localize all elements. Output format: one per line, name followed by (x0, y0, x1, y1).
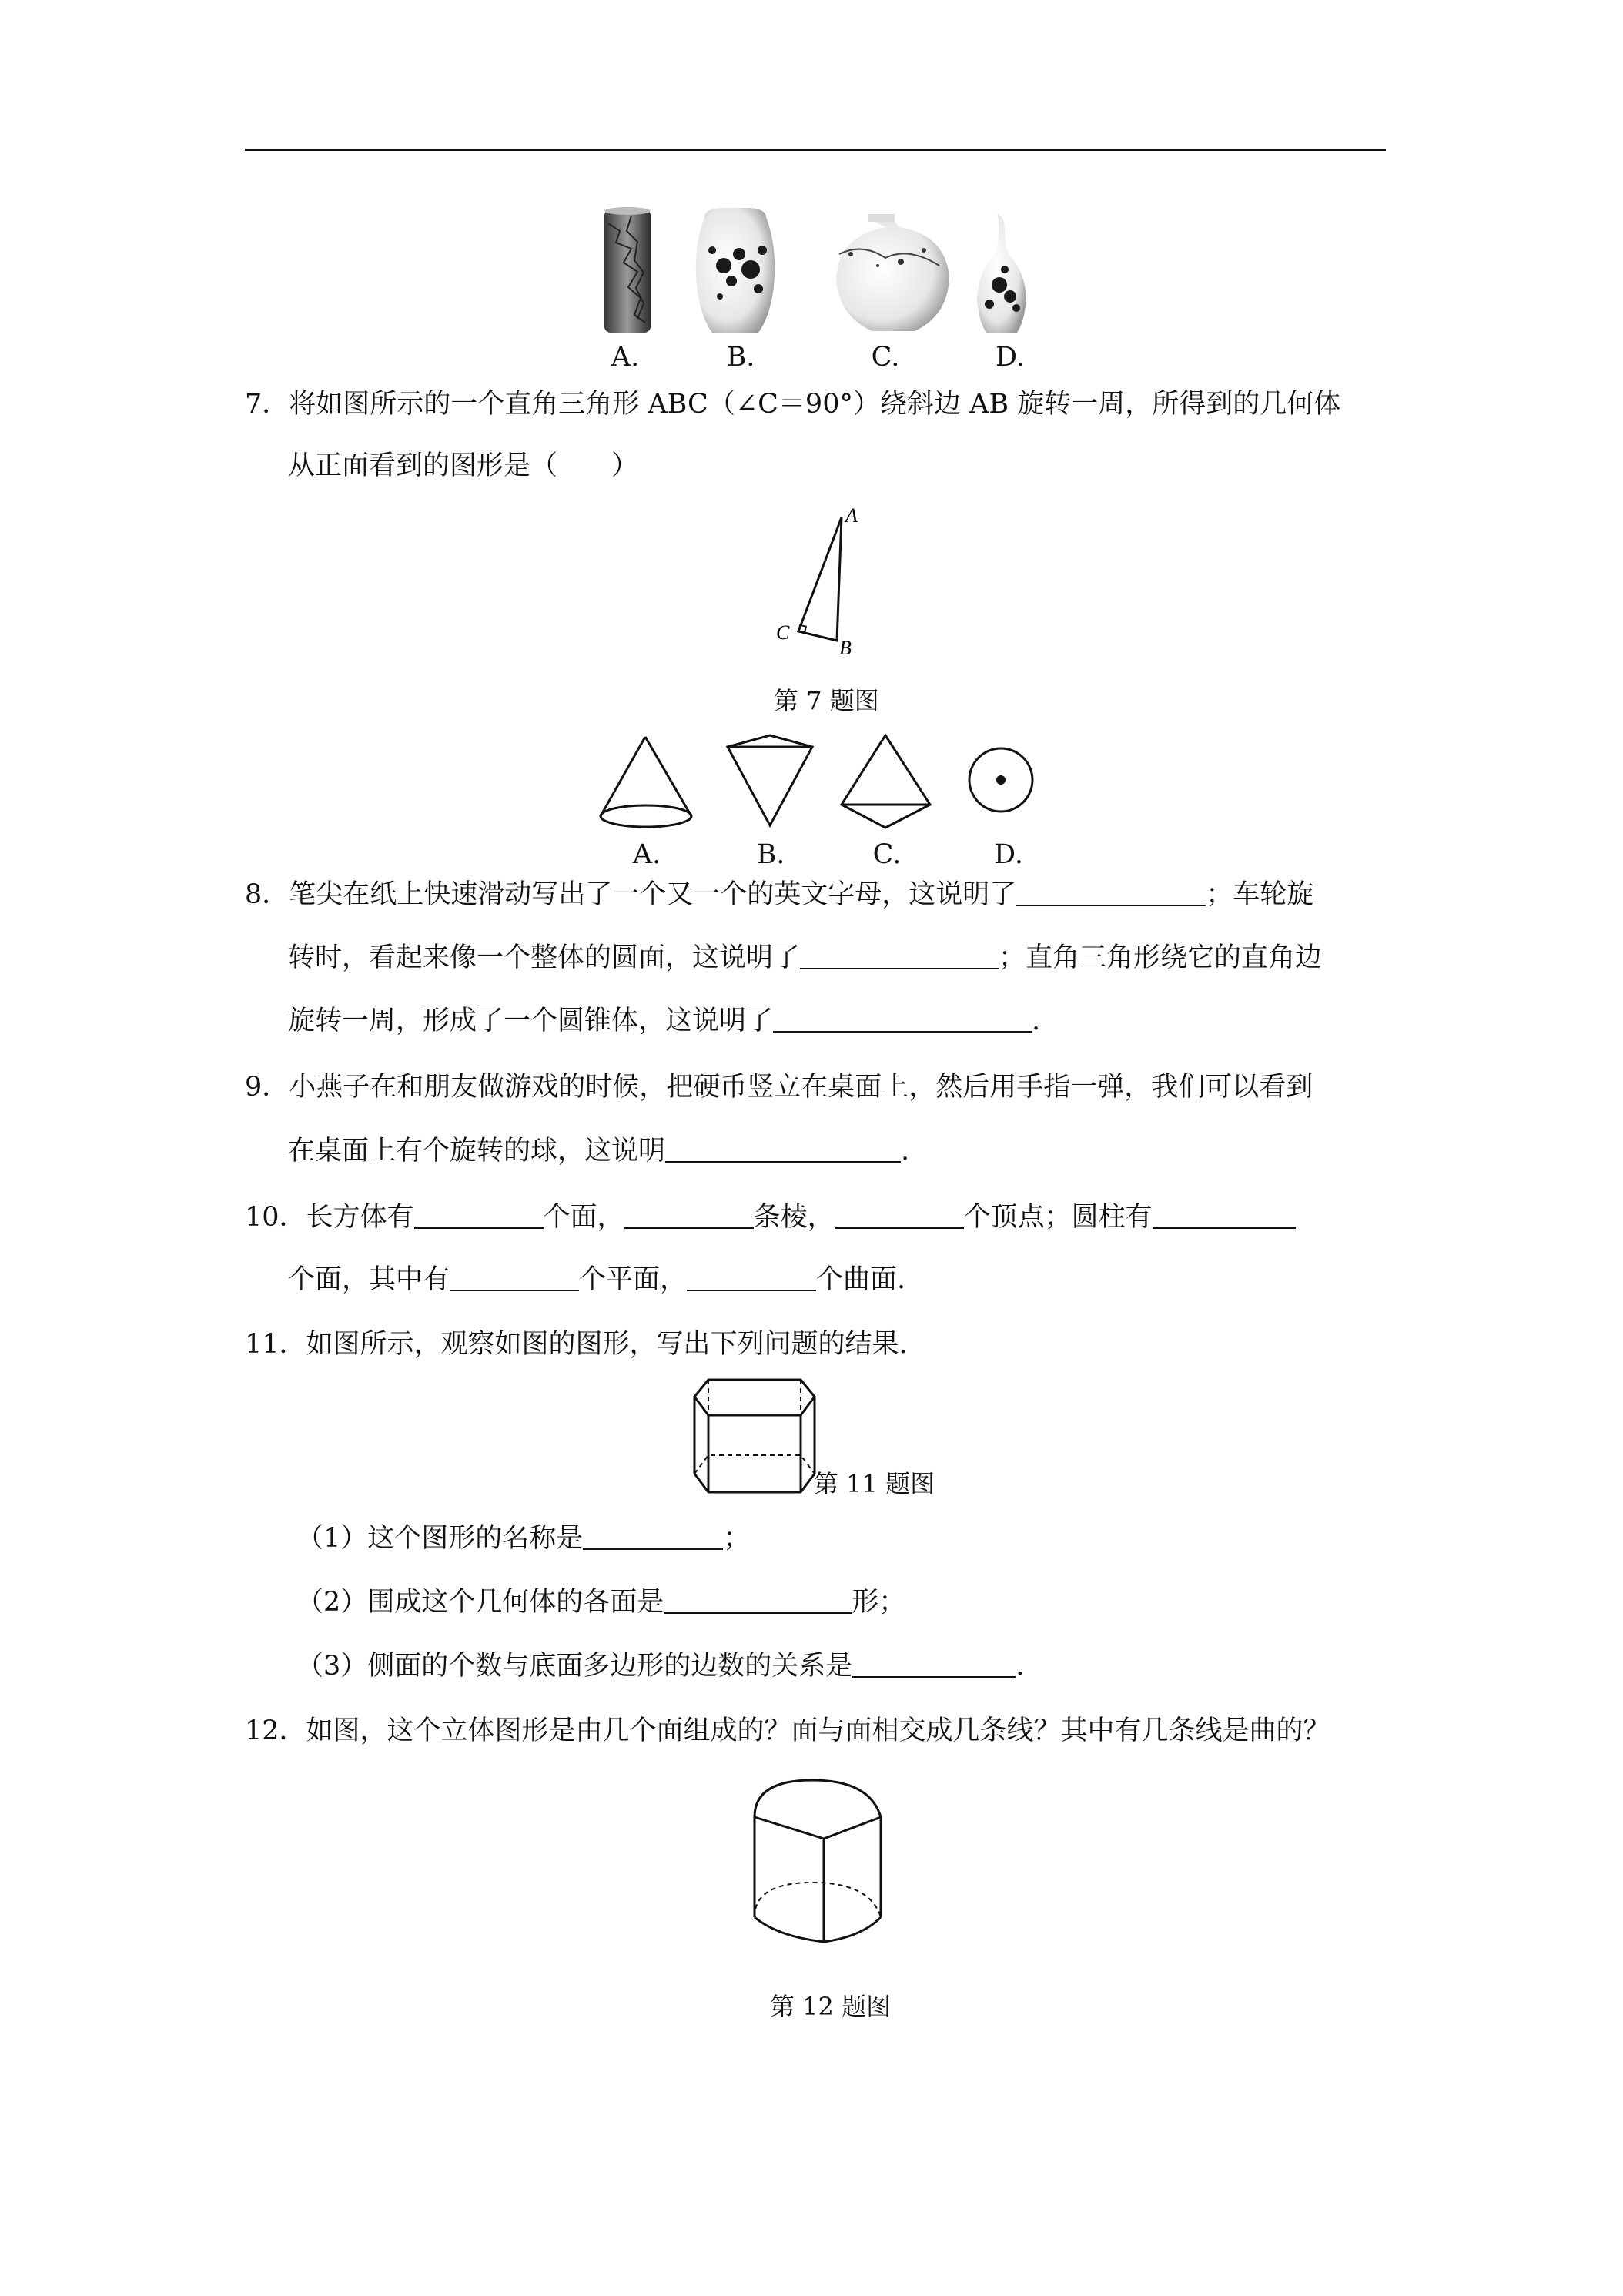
q12-half-cylinder-figure (739, 1771, 893, 1948)
q7-text-line1: 7．将如图所示的一个直角三角形 ABC（∠C＝90°）绕斜边 AB 旋转一周，所得到的几何体 (245, 389, 1341, 420)
q9-blank-1[interactable] (665, 1138, 901, 1163)
q7-option-b: B. (756, 839, 785, 870)
q11-text-s3a: （3）侧面的个数与底面多边形的边数的关系是 (296, 1651, 853, 1682)
q8-text-3b: . (1032, 1006, 1041, 1036)
q11-figure-caption: 第 11 题图 (814, 1469, 935, 1498)
q12-figure-caption: 第 12 题图 (770, 1992, 892, 2021)
q9-text-2a: 在桌面上有个旋转的球，这说明 (288, 1136, 666, 1166)
q7-label-c: C (776, 621, 790, 644)
q10-text-1c: 条棱， (753, 1202, 835, 1233)
q7-option-a: A. (632, 839, 661, 870)
q7-option-figures (0, 0, 1623, 885)
q11-sub2 (296, 1585, 905, 1619)
q9-text-2b: . (901, 1136, 910, 1166)
q10-text-1a: 10．长方体有 (245, 1202, 414, 1233)
q6-option-b: B. (726, 342, 755, 373)
q9-line2 (288, 1134, 909, 1168)
q10-text-1d: 个顶点；圆柱有 (963, 1202, 1153, 1233)
q6-option-c: C. (871, 342, 900, 373)
q10-line2 (288, 1263, 905, 1297)
q7-figure-a-cone (601, 737, 691, 827)
q11-text: 11．如图所示，观察如图的图形，写出下列问题的结果. (245, 1329, 908, 1360)
q10-blank-1[interactable] (414, 1204, 544, 1229)
q11-text-s2b: 形； (852, 1587, 906, 1618)
q7-option-d: D. (994, 839, 1023, 870)
q10-blank-2[interactable] (624, 1204, 754, 1229)
q8-line3 (288, 1004, 1040, 1038)
q10-blank-3[interactable] (835, 1204, 964, 1229)
q9-line1: 9．小燕子在和朋友做游戏的时候，把硬币竖立在桌面上，然后用手指一弹，我们可以看到 (245, 1072, 1313, 1103)
q8-text-3a: 旋转一周，形成了一个圆锥体，这说明了 (288, 1006, 774, 1036)
q11-hexagonal-prism-figure (685, 1371, 824, 1501)
q10-text-1b: 个面， (543, 1202, 624, 1233)
q10-blank-5[interactable] (450, 1267, 579, 1291)
q7-option-c: C. (872, 839, 902, 870)
q8-blank-1[interactable] (1016, 882, 1206, 906)
q11-sub3 (296, 1649, 1024, 1683)
q10-text-2c: 个曲面. (816, 1264, 906, 1295)
q12-text: 12．如图，这个立体图形是由几个面组成的？面与面相交成几条线？其中有几条线是曲的？ (245, 1715, 1330, 1746)
q10-text-2b: 个平面， (579, 1264, 688, 1295)
q8-line1 (245, 878, 1313, 912)
q7-text-line2: 从正面看到的图形是（ ） (288, 450, 639, 481)
q8-text-1b: ；车轮旋 (1206, 879, 1314, 910)
q8-blank-2[interactable] (800, 945, 999, 969)
q7-figure-d-circle (969, 748, 1032, 812)
q11-text-s2a: （2）围成这个几何体的各面是 (296, 1587, 664, 1618)
q7-label-a: A (845, 504, 858, 527)
q8-blank-3[interactable] (773, 1008, 1032, 1033)
q8-text-2b: ；直角三角形绕它的直角边 (999, 942, 1323, 973)
q7-figure-caption: 第 7 题图 (774, 686, 879, 715)
q11-blank-2[interactable] (664, 1589, 852, 1614)
q7-figure-c-double-cone (842, 735, 930, 828)
q8-text-1a: 8．笔尖在纸上快速滑动写出了一个又一个的英文字母，这说明了 (245, 879, 1017, 910)
q6-option-a: A. (611, 342, 640, 373)
q11-text-s1a: （1）这个图形的名称是 (296, 1523, 584, 1554)
q8-line2 (288, 941, 1322, 975)
q6-option-d: D. (996, 342, 1025, 373)
q10-blank-4[interactable] (1153, 1204, 1296, 1229)
q10-blank-6[interactable] (687, 1267, 816, 1291)
q10-line1 (245, 1200, 1296, 1234)
q11-blank-1[interactable] (583, 1525, 723, 1550)
q11-text-s1b: ； (723, 1523, 751, 1554)
q10-text-2a: 个面，其中有 (288, 1264, 450, 1295)
q7-label-b: B (839, 637, 852, 659)
q7-figure-b-shape (728, 735, 812, 825)
q11-blank-3[interactable] (852, 1653, 1016, 1678)
q11-sub1 (296, 1521, 750, 1555)
q8-text-2a: 转时，看起来像一个整体的圆面，这说明了 (288, 942, 801, 973)
q11-text-s3b: . (1016, 1651, 1025, 1682)
